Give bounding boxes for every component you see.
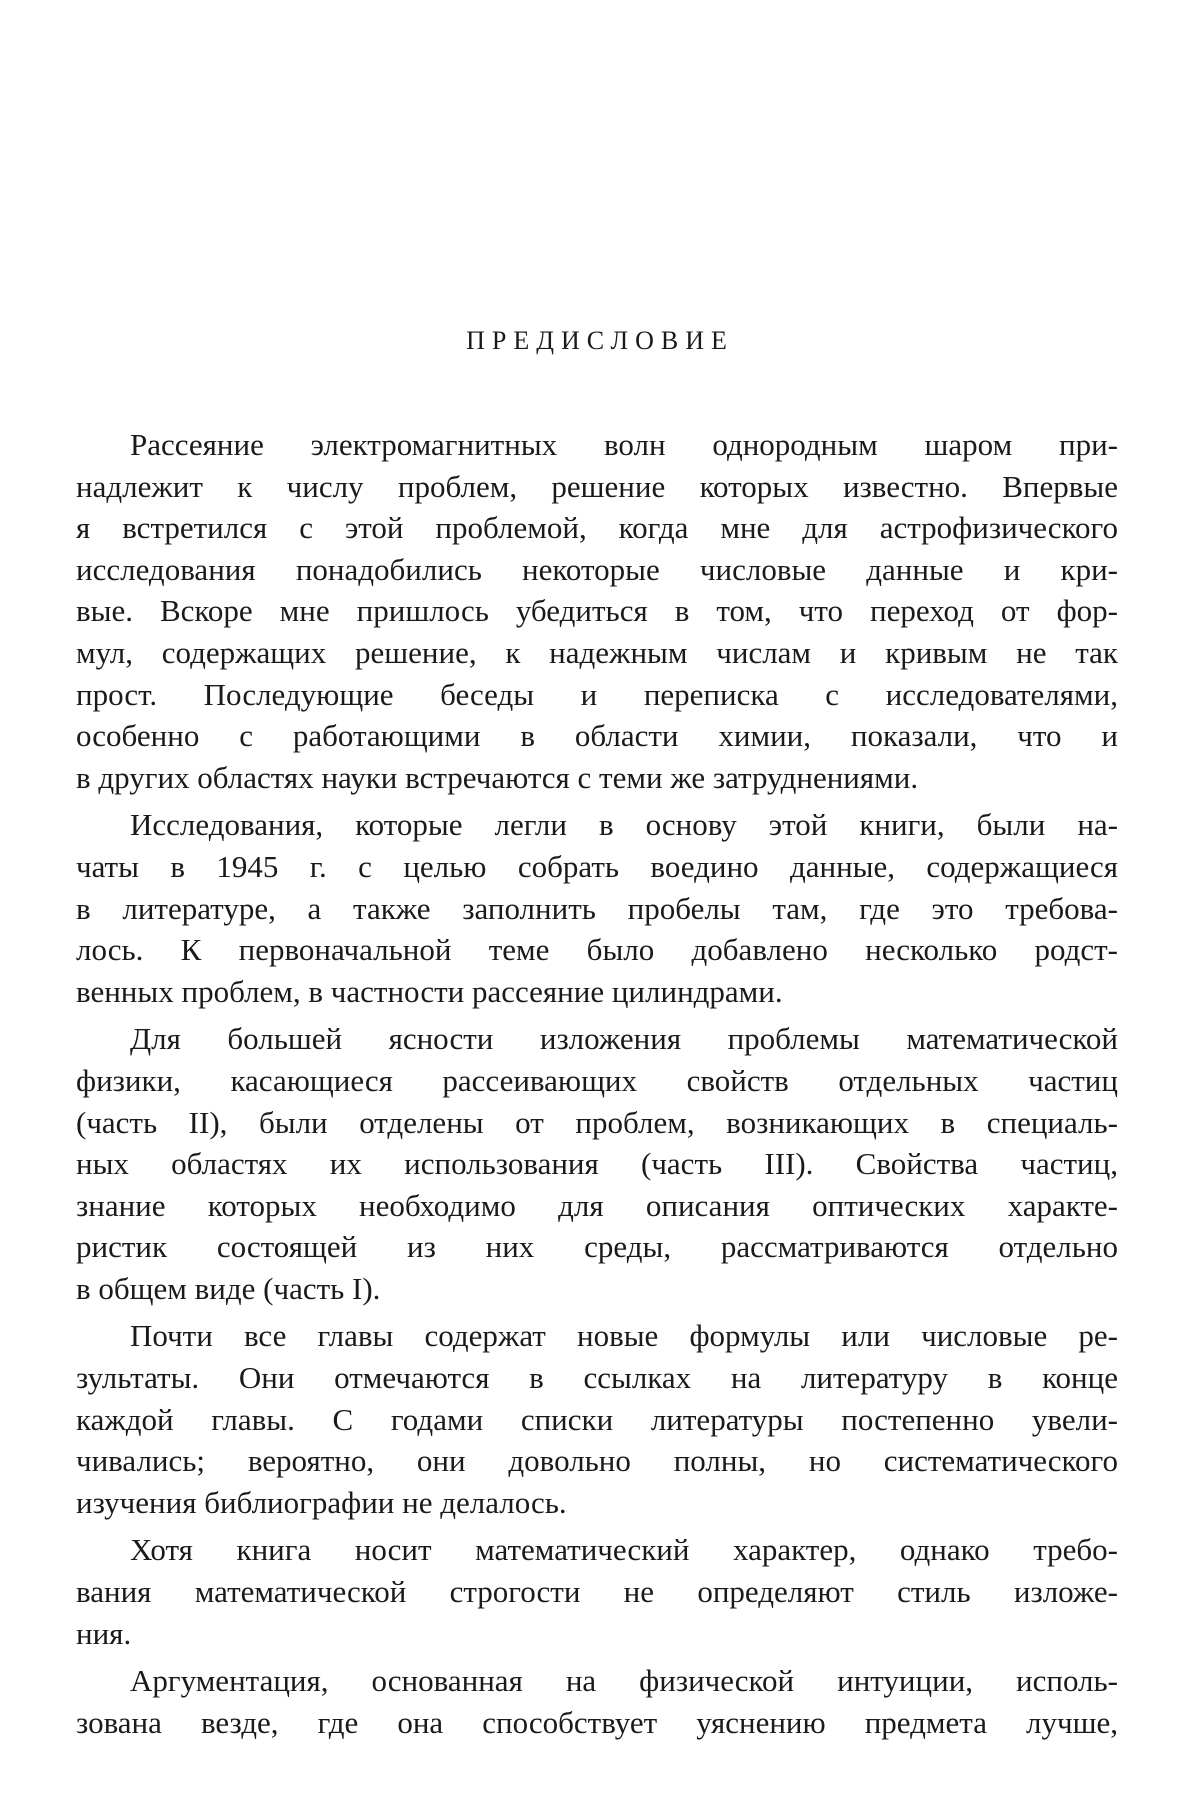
text-line: вания математической строгости не определяют стиль изложе- [76,1574,1118,1610]
text-line: Для большей ясности изложения проблемы математической [130,1021,1118,1057]
text-line: (часть II), были отделены от проблем, возникающих в специаль- [76,1104,1118,1140]
text-line: исследования понадобились некоторые числовые данные и кри- [76,551,1118,587]
text-line: мул, содержащих решение, к надежным числам и кривым не так [76,634,1118,670]
text-line: чивались; вероятно, они довольно полны, но систематического [76,1443,1118,1479]
text-line: зультаты. Они отмечаются в ссылках на литературу в конце [76,1360,1118,1396]
text-line: Рассеяние электромагнитных волн однородным шаром при- [130,427,1118,462]
paragraph [76,424,1118,798]
text-line: Хотя книга носит математический характер, однако требо- [130,1532,1118,1568]
text-line: каждой главы. С годами списки литературы постепенно увели- [76,1401,1118,1437]
paragraph [76,1529,1118,1654]
text-line: в литературе, а также заполнить пробелы там, где это требова- [76,890,1118,926]
text-line: надлежит к числу проблем, решение которых известно. Впервые [76,468,1118,504]
text-line: ния. [76,1615,132,1651]
text-line: в других областях науки встречаются с теми же затруднениями. [76,759,919,795]
text-line: в общем виде (часть I). [76,1270,381,1306]
text-line: Почти все главы содержат новые формулы или числовые ре- [130,1318,1118,1354]
text-line: вые. Вскоре мне пришлось убедиться в том, что переход от фор- [76,593,1118,629]
paragraph [76,804,1118,1012]
text-line: венных проблем, в частности рассеяние цилиндрами. [76,973,783,1009]
text-line: ристик состоящей из них среды, рассматриваются отдельно [76,1229,1118,1265]
text-line: ных областях их использования (часть III). Свойства частиц, [76,1146,1118,1182]
text-line: изучения библиографии не делалось. [76,1484,567,1520]
paragraph [76,1018,1118,1309]
paragraph [76,1315,1118,1523]
text-line: физики, касающиеся рассеивающих свойств отдельных частиц [76,1062,1118,1098]
body-text [76,424,1118,1743]
text-line: я встретился с этой проблемой, когда мне для астрофизического [76,510,1118,546]
text-line: чаты в 1945 г. с целью собрать воедино данные, содержащиеся [76,848,1118,884]
text-line: Аргументация, основанная на физической интуиции, исполь- [130,1663,1118,1699]
text-line: знание которых необходимо для описания оптических характе- [76,1187,1118,1223]
text-line: зована везде, где она способствует уяснению предмета лучше, [76,1704,1118,1740]
text-line: лось. К первоначальной теме было добавлено несколько родст- [76,932,1118,968]
page-heading: ПРЕДИСЛОВИЕ [466,326,734,355]
text-line: прост. Последующие беседы и переписка с исследователями, [76,676,1118,712]
text-line: особенно с работающими в области химии, показали, что и [76,718,1118,754]
paragraph [76,1660,1118,1743]
text-line: Исследования, которые легли в основу этой книги, были на- [130,807,1118,843]
